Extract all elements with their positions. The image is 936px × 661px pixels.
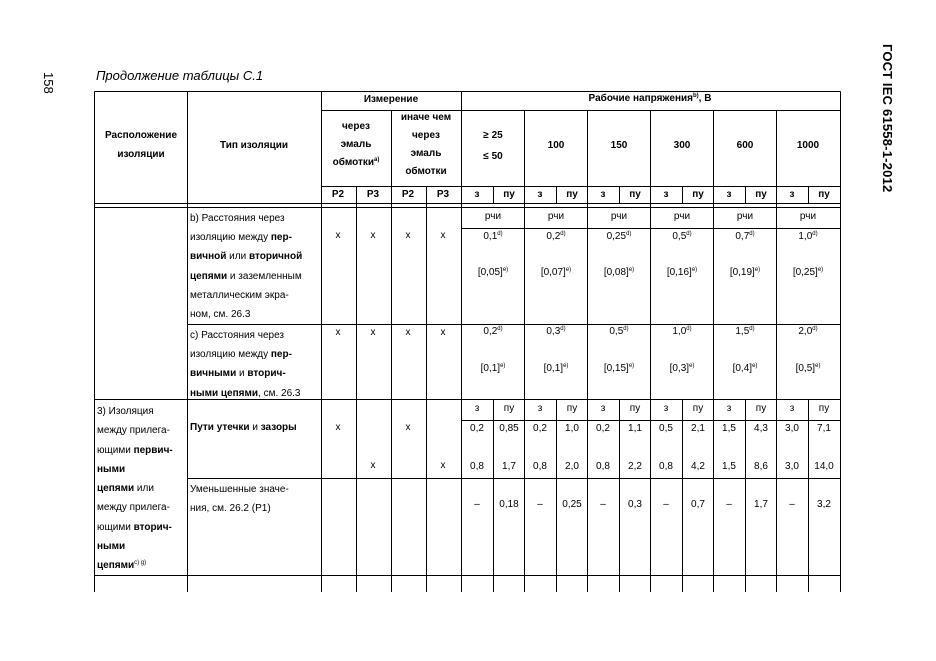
row-3-value: 1,5	[722, 423, 736, 434]
header-p3: P3	[436, 189, 450, 200]
row-3-mark-p2: x	[335, 422, 341, 433]
header-pu: пу	[503, 189, 515, 200]
header-z: з	[726, 189, 732, 200]
row-3-value: 1,7	[502, 461, 516, 472]
row-3-reduced-value: 0,25	[562, 499, 582, 510]
header-z: з	[663, 189, 669, 200]
row-b-value: 0,7$^{d)}$	[735, 231, 755, 242]
row-3-value: 2,0	[565, 461, 579, 472]
header-voltage-150: 150	[610, 140, 628, 151]
row-b-mark-p2: x	[335, 230, 341, 241]
row-3-z: з	[663, 403, 669, 414]
row-3-pu: пу	[629, 403, 641, 414]
row-3-value: 4,2	[691, 461, 705, 472]
table-caption: Продолжение таблицы С.1	[96, 68, 264, 83]
row-c-mark-p2: x	[405, 327, 411, 338]
header-working-voltages: Рабочие напряжения$^{b)}$, В	[588, 93, 712, 104]
row-3-location: 3) Изоляция между прилега- ющими первич- ными цепями или между прилега- ющими вторич- ными цепями$^{c) g)}$	[97, 406, 173, 572]
header-pu: пу	[629, 189, 641, 200]
row-b-bracket-value: $[0,07]^{e)}$	[540, 267, 572, 278]
row-3-type-creepage: Пути утечки и зазоры	[190, 422, 297, 433]
row-3-pu: пу	[818, 403, 830, 414]
row-c-mark-p3: x	[370, 327, 376, 338]
row-3-pu: пу	[503, 403, 515, 414]
header-z: з	[600, 189, 606, 200]
row-b-value: 0,25$^{d)}$	[606, 231, 632, 242]
row-3-value: 0,85	[499, 423, 519, 434]
row-3-reduced-value: 0,3	[628, 499, 642, 510]
row-3-reduced-value: –	[600, 499, 606, 510]
header-location: Расположение изоляции	[104, 130, 178, 160]
row-3-value: 0,8	[533, 461, 547, 472]
row-3-mark-p3: x	[370, 460, 376, 471]
row-b-bracket-value: $[0,05]^{e)}$	[477, 267, 509, 278]
row-3-value: 3,0	[785, 423, 799, 434]
row-3-mark-p3: x	[440, 460, 446, 471]
row-3-reduced-value: –	[789, 499, 795, 510]
row-b-mark-p3: x	[440, 230, 446, 241]
header-z: з	[474, 189, 480, 200]
document-id: ГОСТ IEC 61558-1-2012	[880, 44, 895, 193]
row-3-reduced-value: –	[726, 499, 732, 510]
row-c-value: 0,3$^{d)}$	[546, 326, 566, 337]
row-3-value: 7,1	[817, 423, 831, 434]
row-b-rchi: рчи	[799, 211, 817, 222]
header-z: з	[789, 189, 795, 200]
header-pu: пу	[566, 189, 578, 200]
row-3-reduced-value: 0,18	[499, 499, 519, 510]
row-c-bracket-value: $[0,1]^{e)}$	[480, 363, 506, 374]
header-p2: P2	[331, 189, 345, 200]
row-3-value: 0,5	[659, 423, 673, 434]
row-3-value: 0,8	[596, 461, 610, 472]
header-z: з	[537, 189, 543, 200]
header-pu: пу	[818, 189, 830, 200]
row-3-pu: пу	[692, 403, 704, 414]
row-3-value: 2,1	[691, 423, 705, 434]
row-3-z: з	[537, 403, 543, 414]
row-b-value: 0,1$^{d)}$	[483, 231, 503, 242]
header-p2: P2	[401, 189, 415, 200]
row-c-value: 0,2$^{d)}$	[483, 326, 503, 337]
header-pu: пу	[755, 189, 767, 200]
row-b-rchi: рчи	[610, 211, 628, 222]
header-voltage-25-50: ≥ 25 ≤ 50	[483, 130, 503, 162]
row-3-reduced-value: 0,7	[691, 499, 705, 510]
row-3-value: 4,3	[754, 423, 768, 434]
row-3-value: 2,2	[628, 461, 642, 472]
row-b-rchi: рчи	[547, 211, 565, 222]
row-3-value: 1,1	[628, 423, 642, 434]
row-b-value: 0,5$^{d)}$	[672, 231, 692, 242]
header-p3: P3	[366, 189, 380, 200]
row-c-bracket-value: $[0,4]^{e)}$	[732, 363, 758, 374]
row-c-value: 0,5$^{d)}$	[609, 326, 629, 337]
row-b-bracket-value: $[0,19]^{e)}$	[729, 267, 761, 278]
row-b-insulation-type: b) Расстояния через изоляцию между пер- вичной или вторичной цепями и заземленным металлическим экра- ном, см. 26.3	[190, 213, 303, 321]
row-3-mark-p2: x	[405, 422, 411, 433]
row-3-value: 8,6	[754, 461, 768, 472]
row-3-value: 0,8	[659, 461, 673, 472]
header-insulation-type: Тип изоляции	[219, 140, 289, 151]
row-b-rchi: рчи	[673, 211, 691, 222]
row-c-bracket-value: $[0,1]^{e)}$	[543, 363, 569, 374]
header-pu: пу	[692, 189, 704, 200]
header-through-enamel: через эмаль обмотки$^{a)}$	[332, 121, 380, 168]
row-b-bracket-value: $[0,08]^{e)}$	[603, 267, 635, 278]
row-c-insulation-type: c) Расстояния через изоляцию между пер- вичными и вторич- ными цепями, см. 26.3	[190, 330, 301, 399]
row-c-value: 2,0$^{d)}$	[798, 326, 818, 337]
row-b-bracket-value: $[0,16]^{e)}$	[666, 267, 698, 278]
row-c-mark-p3: x	[440, 327, 446, 338]
row-b-value: 0,2$^{d)}$	[546, 231, 566, 242]
row-3-pu: пу	[566, 403, 578, 414]
row-3-reduced-value: –	[537, 499, 543, 510]
row-b-mark-p3: x	[370, 230, 376, 241]
row-3-value: 0,2	[596, 423, 610, 434]
row-c-bracket-value: $[0,15]^{e)}$	[603, 363, 635, 374]
row-3-z: з	[789, 403, 795, 414]
row-3-type-reduced: Уменьшенные значе- ния, см. 26.2 (P1)	[190, 484, 289, 514]
header-voltage-600: 600	[736, 140, 754, 151]
page-number: 158	[41, 72, 56, 94]
row-3-value: 3,0	[785, 461, 799, 472]
row-3-reduced-value: –	[663, 499, 669, 510]
row-b-mark-p2: x	[405, 230, 411, 241]
row-b-rchi: рчи	[484, 211, 502, 222]
row-3-z: з	[474, 403, 480, 414]
row-3-value: 0,2	[470, 423, 484, 434]
row-3-pu: пу	[755, 403, 767, 414]
row-3-value: 0,8	[470, 461, 484, 472]
row-c-mark-p2: x	[335, 327, 341, 338]
row-b-value: 1,0$^{d)}$	[798, 231, 818, 242]
row-3-value: 14,0	[814, 461, 834, 472]
row-3-reduced-value: 1,7	[754, 499, 768, 510]
row-c-bracket-value: $[0,3]^{e)}$	[669, 363, 695, 374]
header-measurement: Измерение	[363, 94, 419, 105]
header-voltage-300: 300	[673, 140, 691, 151]
row-3-reduced-value: 3,2	[817, 499, 831, 510]
row-c-bracket-value: $[0,5]^{e)}$	[795, 363, 821, 374]
row-3-reduced-value: –	[474, 499, 480, 510]
row-b-bracket-value: $[0,25]^{e)}$	[792, 267, 824, 278]
row-c-value: 1,0$^{d)}$	[672, 326, 692, 337]
row-3-value: 1,0	[565, 423, 579, 434]
row-3-value: 0,2	[533, 423, 547, 434]
header-voltage-1000: 1000	[796, 140, 820, 151]
row-3-value: 1,5	[722, 461, 736, 472]
row-b-rchi: рчи	[736, 211, 754, 222]
header-other-than-enamel: иначе чем через эмаль обмотки	[400, 112, 452, 177]
row-3-z: з	[726, 403, 732, 414]
row-3-z: з	[600, 403, 606, 414]
header-voltage-100: 100	[547, 140, 565, 151]
row-c-value: 1,5$^{d)}$	[735, 326, 755, 337]
